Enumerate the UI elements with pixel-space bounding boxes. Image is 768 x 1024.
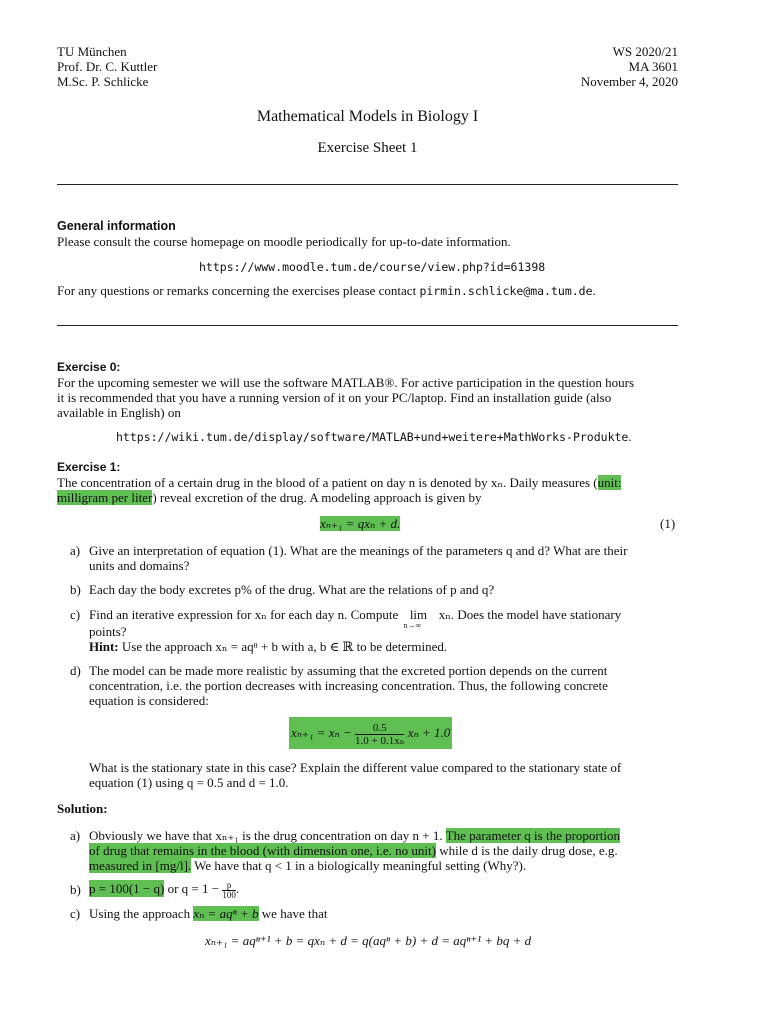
solution-b-line1: p = 100(1 − q) or q = 1 − $\frac{p}{100}$ . <box>89 879 240 900</box>
item-label: b) <box>70 882 81 897</box>
highlight: unit: <box>597 475 622 490</box>
exercise1-c-line1: Find an iterative expression for xₙ for each day n. Compute lim n→∞ xₙ. Does the model have stationary <box>89 607 622 630</box>
exercise0-heading: Exercise 0: <box>57 360 121 374</box>
general-heading: General information <box>57 219 176 233</box>
exercise1-a-line1: Give an interpretation of equation (1). What are the meanings of the parameters q and d? What are their <box>89 543 628 558</box>
exercise0-line3: available in English) on <box>57 405 181 420</box>
divider <box>57 184 678 185</box>
equation-3: xₙ₊₁ = aqⁿ⁺¹ + b = qxₙ + d = q(aqⁿ + b) + d = aqⁿ⁺¹ + bq + d <box>205 933 532 948</box>
highlight: The parameter q is the proportion <box>445 828 620 843</box>
assistant-name: M.Sc. P. Schlicke <box>57 74 149 89</box>
header-right <box>581 44 678 89</box>
exercise1-heading: Exercise 1: <box>57 460 121 474</box>
highlight: milligram per liter <box>57 490 153 505</box>
fraction: $\frac{0.5}{\text{1.0 + 0.1xₙ}}$ <box>355 721 405 747</box>
exercise1-line1: The concentration of a certain drug in the blood of a patient on day n is denoted by xₙ. Daily measures (unit: <box>57 475 622 490</box>
exercise0-line1: For the upcoming semester we will use the software MATLAB®. For active participation in the question hours <box>57 375 635 390</box>
moodle-link[interactable]: https://www.moodle.tum.de/course/view.php?id=61398 <box>199 260 546 274</box>
solution-a-line1: Obviously we have that xₙ₊₁ is the drug concentration on day n + 1. The parameter q is the proportion <box>89 828 620 843</box>
item-label: d) <box>70 663 81 678</box>
exercise1-c-line2: points? <box>89 624 127 639</box>
exercise0-line2: it is recommended that you have a running version of it on your PC/laptop. Find an installation guide (also <box>57 390 612 405</box>
exercise1-d-line2: concentration, i.e. the portion decreases with increasing concentration. Thus, the following concrete <box>89 678 608 693</box>
contact-line: For any questions or remarks concerning the exercises please contact pirmin.schlicke@ma.tum.de. <box>57 283 596 298</box>
course-number: MA 3601 <box>628 59 678 74</box>
exercise1-b-line1: Each day the body excretes p% of the drug. What are the relations of p and q? <box>89 582 495 597</box>
exercise1-d-line5: equation (1) using q = 0.5 and d = 1.0. <box>89 775 289 790</box>
exercise1-d-line4: What is the stationary state in this case? Explain the different value compared to the stationary state of <box>89 760 622 775</box>
fraction: $\frac{p}{100}$ <box>222 879 236 900</box>
matlab-link[interactable]: https://wiki.tum.de/display/software/MATLAB+und+weitere+MathWorks-Produkte <box>116 430 629 444</box>
highlight: measured in [mg/l]. <box>89 858 192 873</box>
date: November 4, 2020 <box>580 74 678 89</box>
university-name: TU München <box>57 44 127 59</box>
highlight: of drug that remains in the blood (with dimension one, i.e. no unit) <box>89 843 436 858</box>
professor-name: Prof. Dr. C. Kuttler <box>57 59 158 74</box>
solution-a-line2: of drug that remains in the blood (with dimension one, i.e. no unit) while d is the daily drug dose, e.g. <box>89 843 618 858</box>
contact-email[interactable]: pirmin.schlicke@ma.tum.de <box>419 284 593 298</box>
exercise1-d-line1: The model can be made more realistic by assuming that the excreted portion depends on the current <box>89 663 608 678</box>
divider <box>57 325 678 326</box>
solution-a-line3: measured in [mg/l]. We have that q < 1 in a biologically meaningful setting (Why?). <box>89 858 527 873</box>
highlight: p = 100(1 − q) <box>89 881 165 896</box>
exercise1-c-hint: Hint: Use the approach xₙ = aqⁿ + b with a, b ∈ ℝ to be determined. <box>89 639 448 654</box>
solution-heading: Solution: <box>57 801 108 816</box>
item-label: c) <box>70 906 81 921</box>
equation-2: xₙ₊₁ = xₙ − $\frac{0.5}{\text{1.0 + 0.1xₙ}}$ xₙ + 1.0 <box>289 717 452 749</box>
exercise1-d-line3: equation is considered: <box>89 693 209 708</box>
semester: WS 2020/21 <box>612 44 678 59</box>
exercise1-a-line2: units and domains? <box>89 558 190 573</box>
page-subtitle: Exercise Sheet 1 <box>317 140 418 156</box>
general-text: Please consult the course homepage on moodle periodically for up-to-date information. <box>57 234 511 249</box>
hint-label: Hint: <box>89 639 119 654</box>
matlab-link-line: https://wiki.tum.de/display/software/MATLAB+und+weitere+MathWorks-Produkte. <box>116 429 632 444</box>
page-title: Mathematical Models in Biology I <box>256 108 479 125</box>
exercise1-line2: milligram per liter) reveal excretion of the drug. A modeling approach is given by <box>57 490 482 505</box>
highlight: xₙ₊₁ = qxₙ + d. <box>320 516 401 531</box>
item-label: a) <box>70 543 81 558</box>
equation-1-number: (1) <box>660 516 676 531</box>
highlight: xₙ = aqⁿ + b <box>193 906 259 921</box>
solution-c-line1: Using the approach xₙ = aqⁿ + b we have that <box>89 906 328 921</box>
limit-expression: lim n→∞ <box>403 607 428 630</box>
item-label: a) <box>70 828 81 843</box>
header-left <box>57 44 157 89</box>
item-label: b) <box>70 582 81 597</box>
item-label: c) <box>70 607 81 622</box>
equation-1 <box>320 516 400 531</box>
